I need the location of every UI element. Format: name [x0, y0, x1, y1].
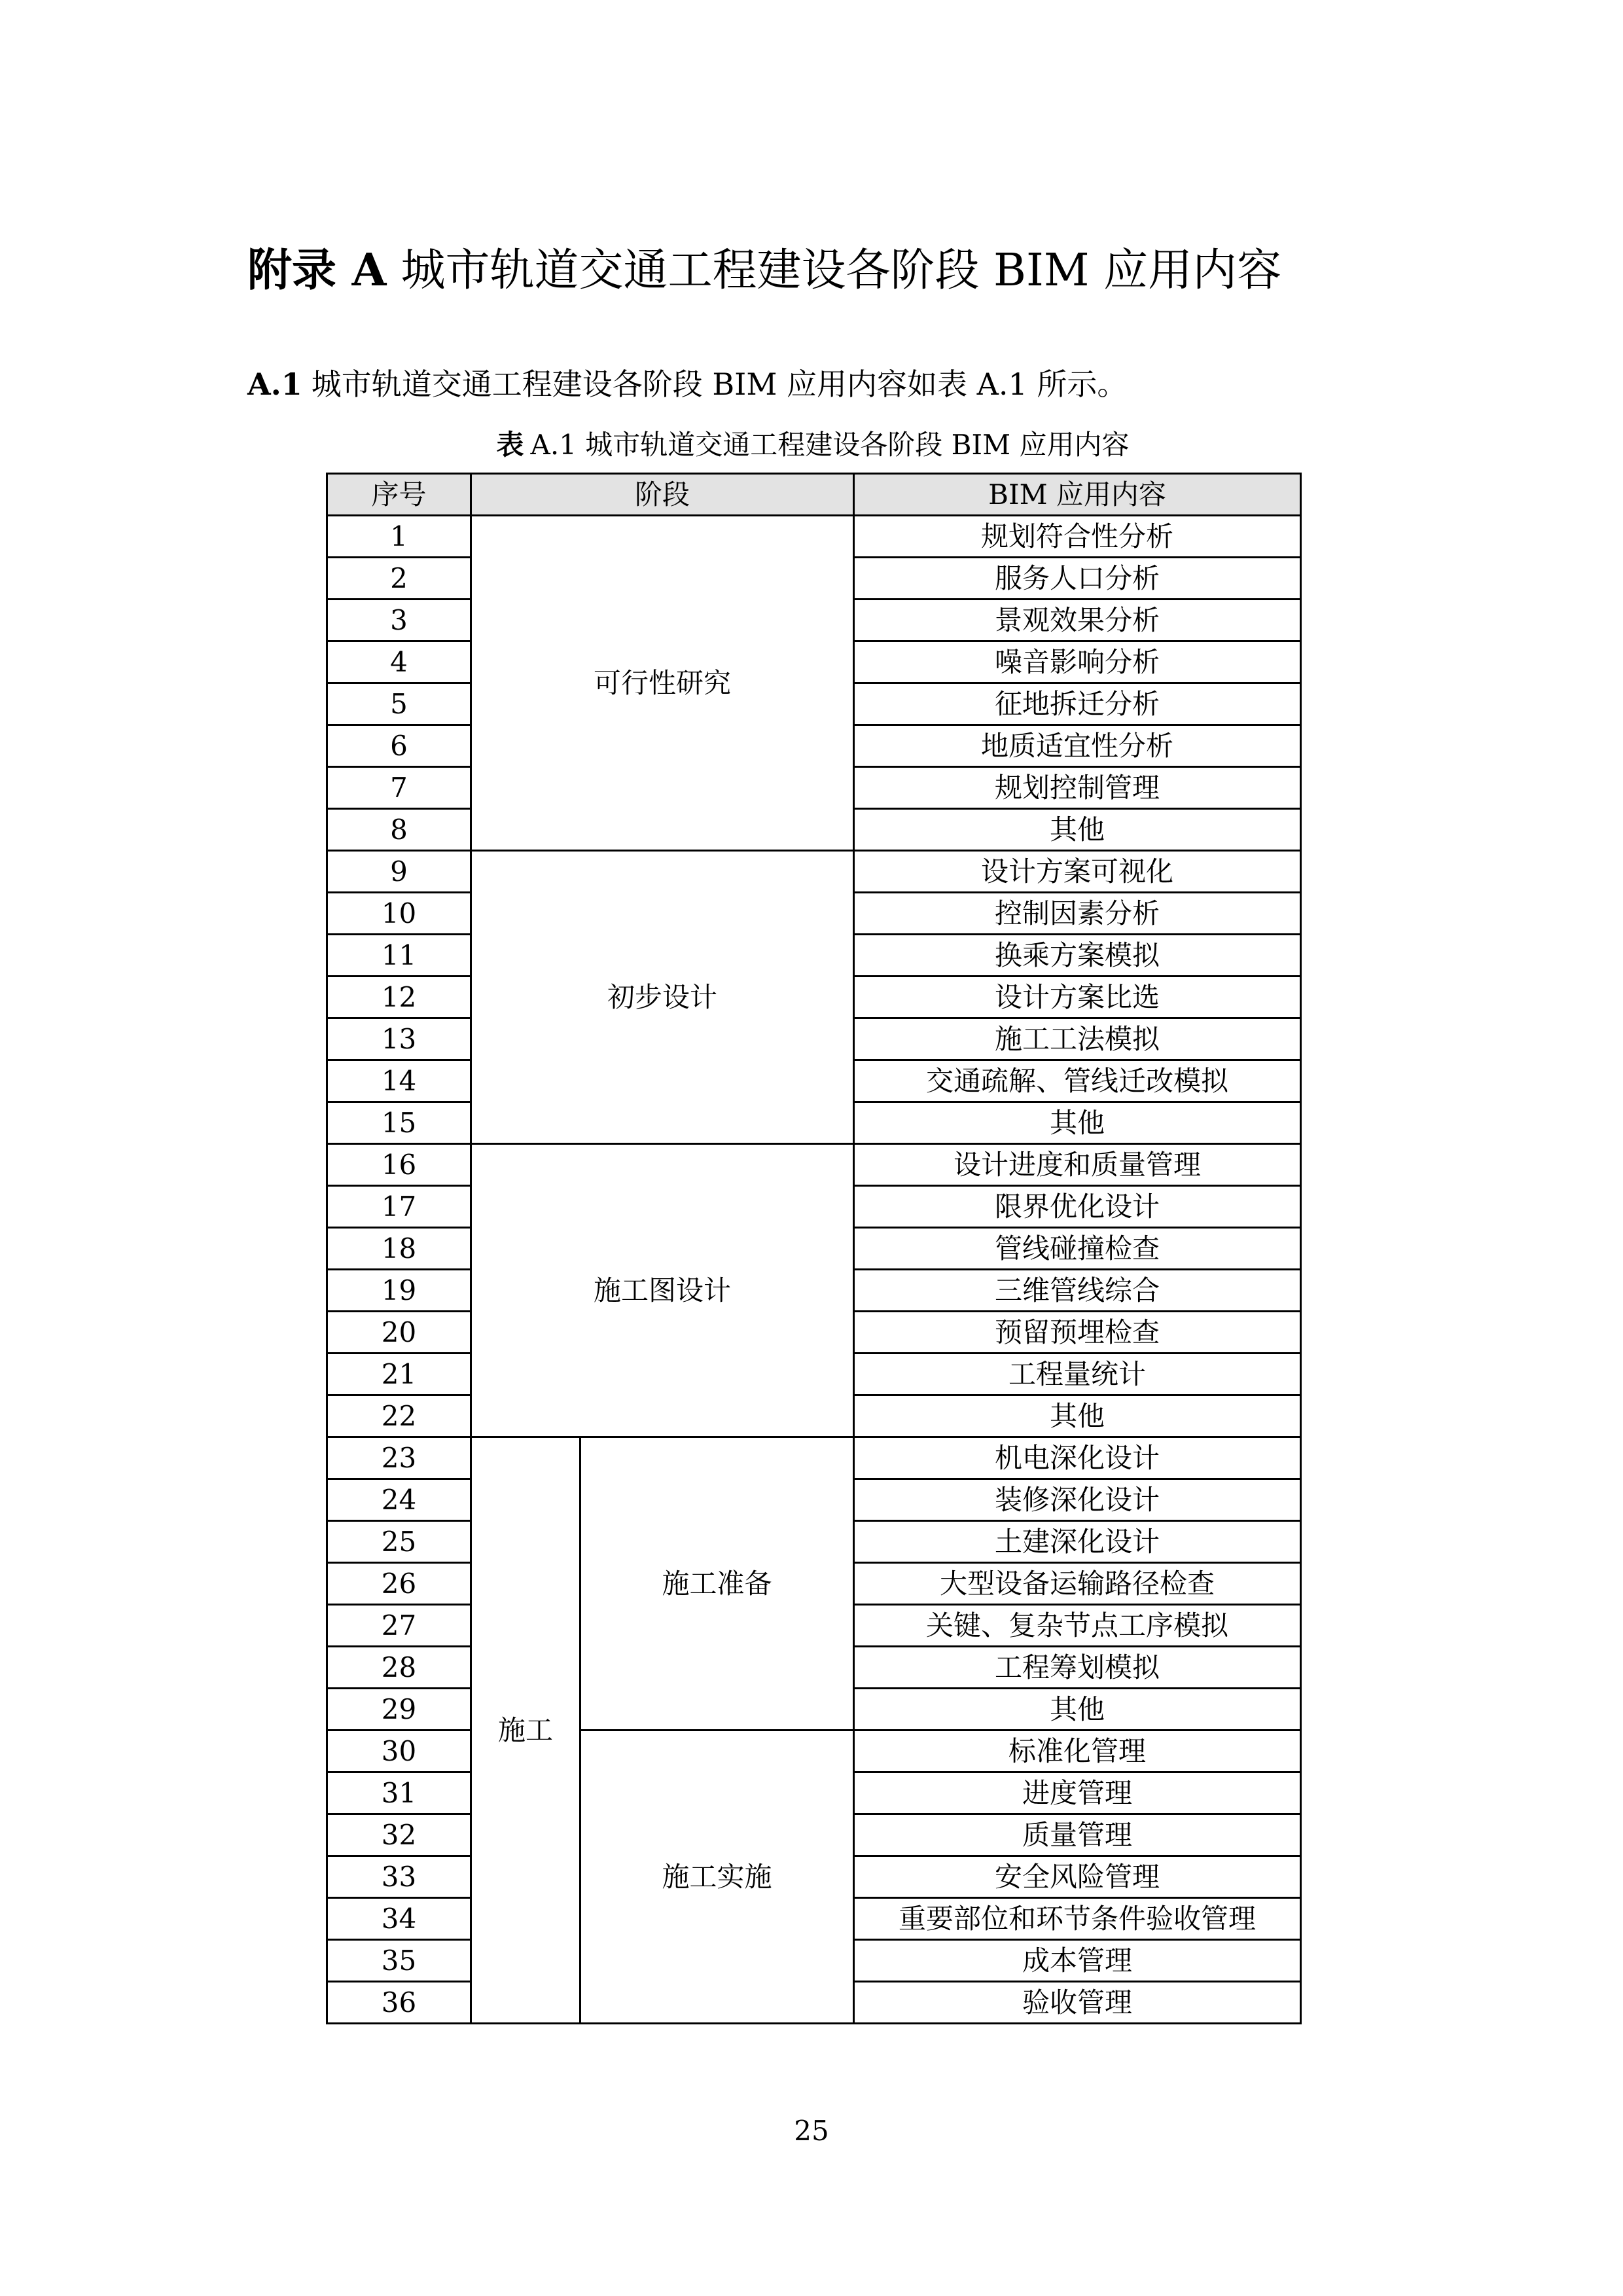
table-row: [327, 516, 1301, 558]
row-content: 限界优化设计: [854, 1186, 1301, 1228]
table-row: [327, 1144, 1301, 1186]
row-index: 30: [327, 1731, 471, 1772]
row-index: 29: [327, 1689, 471, 1731]
table-caption-label: 表: [496, 429, 524, 461]
row-index: 2: [327, 558, 471, 600]
table-caption-text: A.1 城市轨道交通工程建设各阶段 BIM 应用内容: [530, 429, 1130, 461]
row-index: 5: [327, 683, 471, 725]
row-index: 11: [327, 935, 471, 977]
row-content: 关键、复杂节点工序模拟: [854, 1605, 1301, 1647]
row-index: 6: [327, 725, 471, 767]
row-content: 土建深化设计: [854, 1521, 1301, 1563]
row-index: 31: [327, 1772, 471, 1814]
row-index: 25: [327, 1521, 471, 1563]
row-index: 9: [327, 851, 471, 893]
row-index: 13: [327, 1018, 471, 1060]
appendix-title: [247, 241, 1281, 300]
row-content: 大型设备运输路径检查: [854, 1563, 1301, 1605]
row-index: 17: [327, 1186, 471, 1228]
row-content: 安全风险管理: [854, 1856, 1301, 1898]
intro-text: 城市轨道交通工程建设各阶段 BIM 应用内容如表 A.1 所示。: [311, 367, 1128, 402]
row-content: 换乘方案模拟: [854, 935, 1301, 977]
stage-construction: 施工: [471, 1437, 580, 2024]
row-content: 施工工法模拟: [854, 1018, 1301, 1060]
row-index: 10: [327, 893, 471, 935]
row-index: 36: [327, 1982, 471, 2024]
row-content: 其他: [854, 809, 1301, 851]
row-index: 35: [327, 1940, 471, 1982]
row-index: 23: [327, 1437, 471, 1479]
row-content: 进度管理: [854, 1772, 1301, 1814]
row-index: 19: [327, 1270, 471, 1312]
row-index: 34: [327, 1898, 471, 1940]
row-index: 32: [327, 1814, 471, 1856]
row-content: 设计方案比选: [854, 977, 1301, 1018]
intro-paragraph: [247, 361, 1127, 407]
row-content: 机电深化设计: [854, 1437, 1301, 1479]
row-content: 管线碰撞检查: [854, 1228, 1301, 1270]
row-content: 三维管线综合: [854, 1270, 1301, 1312]
row-content: 标准化管理: [854, 1731, 1301, 1772]
row-content: 征地拆迁分析: [854, 683, 1301, 725]
substage-implementation: 施工实施: [580, 1731, 854, 2024]
row-index: 28: [327, 1647, 471, 1689]
row-content: 其他: [854, 1102, 1301, 1144]
bim-application-table: [326, 473, 1302, 2024]
row-index: 22: [327, 1395, 471, 1437]
row-content: 预留预埋检查: [854, 1312, 1301, 1354]
row-index: 15: [327, 1102, 471, 1144]
table-caption: [326, 425, 1300, 465]
row-content: 控制因素分析: [854, 893, 1301, 935]
row-index: 4: [327, 641, 471, 683]
row-content: 地质适宜性分析: [854, 725, 1301, 767]
row-content: 景观效果分析: [854, 600, 1301, 641]
row-index: 8: [327, 809, 471, 851]
row-content: 验收管理: [854, 1982, 1301, 2024]
table-row: [327, 1437, 1301, 1479]
row-content: 工程量统计: [854, 1354, 1301, 1395]
row-index: 3: [327, 600, 471, 641]
row-content: 重要部位和环节条件验收管理: [854, 1898, 1301, 1940]
header-content: BIM 应用内容: [854, 474, 1301, 516]
page-number: 25: [794, 2115, 829, 2147]
row-index: 1: [327, 516, 471, 558]
table-header-row: [327, 474, 1301, 516]
row-content: 工程筹划模拟: [854, 1647, 1301, 1689]
row-content: 质量管理: [854, 1814, 1301, 1856]
row-content: 设计进度和质量管理: [854, 1144, 1301, 1186]
stage-construction-drawing: 施工图设计: [471, 1144, 854, 1437]
row-content: 设计方案可视化: [854, 851, 1301, 893]
row-index: 18: [327, 1228, 471, 1270]
row-content: 装修深化设计: [854, 1479, 1301, 1521]
row-index: 33: [327, 1856, 471, 1898]
row-content: 交通疏解、管线迁改模拟: [854, 1060, 1301, 1102]
row-content: 服务人口分析: [854, 558, 1301, 600]
row-content: 成本管理: [854, 1940, 1301, 1982]
row-content: 噪音影响分析: [854, 641, 1301, 683]
row-index: 26: [327, 1563, 471, 1605]
row-index: 27: [327, 1605, 471, 1647]
stage-feasibility: 可行性研究: [471, 516, 854, 851]
row-index: 14: [327, 1060, 471, 1102]
row-content: 规划符合性分析: [854, 516, 1301, 558]
table-row: [327, 851, 1301, 893]
row-index: 16: [327, 1144, 471, 1186]
row-index: 20: [327, 1312, 471, 1354]
row-content: 规划控制管理: [854, 767, 1301, 809]
stage-preliminary: 初步设计: [471, 851, 854, 1144]
row-content: 其他: [854, 1395, 1301, 1437]
header-index: 序号: [327, 474, 471, 516]
row-index: 12: [327, 977, 471, 1018]
appendix-label: 附录 A: [247, 244, 387, 296]
substage-prep: 施工准备: [580, 1437, 854, 1731]
row-index: 24: [327, 1479, 471, 1521]
header-stage: 阶段: [471, 474, 854, 516]
clause-number: A.1: [247, 367, 302, 402]
appendix-title-text: 城市轨道交通工程建设各阶段 BIM 应用内容: [401, 245, 1282, 296]
row-index: 21: [327, 1354, 471, 1395]
row-index: 7: [327, 767, 471, 809]
row-content: 其他: [854, 1689, 1301, 1731]
